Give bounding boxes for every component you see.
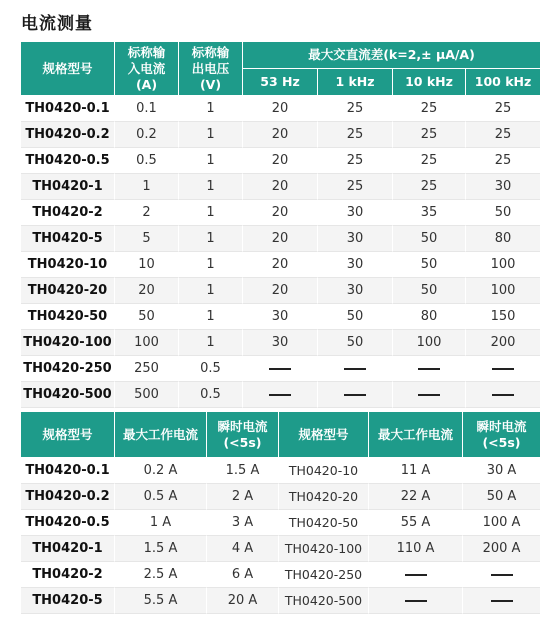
table-row bbox=[21, 252, 540, 278]
max-current-cell: 0.2 A bbox=[115, 458, 207, 484]
table-row bbox=[21, 330, 540, 356]
output-voltage-cell: 1 bbox=[179, 278, 243, 304]
ac-error-cell: 30 bbox=[466, 174, 540, 200]
table-row bbox=[21, 96, 540, 122]
instant-current-cell: 2 A bbox=[207, 484, 279, 510]
ac-error-cell: 30 bbox=[318, 200, 393, 226]
ac-error-cell: 25 bbox=[393, 122, 466, 148]
instant-current-cell: 1.5 A bbox=[207, 458, 279, 484]
header-model: 规格型号 bbox=[21, 42, 115, 96]
table-row bbox=[21, 122, 540, 148]
table-row bbox=[21, 382, 540, 408]
table-row bbox=[21, 304, 540, 330]
output-voltage-cell: 1 bbox=[179, 226, 243, 252]
output-voltage-cell: 1 bbox=[179, 174, 243, 200]
header-ac-error: 最大交直流差(k=2,± μA/A) bbox=[243, 42, 540, 69]
model-cell: TH0420-50 bbox=[21, 304, 115, 330]
ac-error-cell: 35 bbox=[393, 200, 466, 226]
dash-placeholder bbox=[491, 574, 513, 576]
model-cell: TH0420-0.2 bbox=[21, 122, 115, 148]
output-voltage-cell: 1 bbox=[179, 148, 243, 174]
input-current-cell: 10 bbox=[115, 252, 179, 278]
ac-error-cell: 200 bbox=[466, 330, 540, 356]
table-row bbox=[21, 200, 540, 226]
table-row bbox=[21, 484, 540, 510]
ac-error-cell: 20 bbox=[243, 174, 318, 200]
ac-error-cell: 25 bbox=[318, 174, 393, 200]
ac-error-cell: 25 bbox=[318, 148, 393, 174]
ac-error-cell bbox=[318, 356, 393, 382]
input-current-cell: 2 bbox=[115, 200, 179, 226]
ac-error-cell: 50 bbox=[393, 226, 466, 252]
instant-current-cell bbox=[463, 562, 540, 588]
model-cell: TH0420-50 bbox=[279, 510, 369, 536]
ac-error-cell: 25 bbox=[466, 96, 540, 122]
table-row bbox=[21, 174, 540, 200]
input-current-cell: 50 bbox=[115, 304, 179, 330]
ac-error-cell: 150 bbox=[466, 304, 540, 330]
ac-error-cell bbox=[243, 382, 318, 408]
instant-current-cell: 4 A bbox=[207, 536, 279, 562]
table-row bbox=[21, 562, 540, 588]
dash-placeholder bbox=[491, 600, 513, 602]
model-cell: TH0420-1 bbox=[21, 174, 115, 200]
header-input-current: 标称输入电流(A) bbox=[115, 42, 179, 96]
input-current-cell: 20 bbox=[115, 278, 179, 304]
model-cell: TH0420-0.5 bbox=[21, 148, 115, 174]
output-voltage-cell: 1 bbox=[179, 330, 243, 356]
model-cell: TH0420-2 bbox=[21, 562, 115, 588]
model-cell: TH0420-5 bbox=[21, 226, 115, 252]
table-row bbox=[21, 278, 540, 304]
dash-placeholder bbox=[492, 368, 514, 370]
ac-error-cell: 50 bbox=[318, 330, 393, 356]
ac-error-cell: 20 bbox=[243, 200, 318, 226]
instant-current-cell: 50 A bbox=[463, 484, 540, 510]
model-cell: TH0420-1 bbox=[21, 536, 115, 562]
table2-body bbox=[21, 458, 540, 614]
instant-current-cell: 200 A bbox=[463, 536, 540, 562]
header-instant-current-right: 瞬时电流 (<5s) bbox=[463, 412, 540, 458]
ac-error-cell: 30 bbox=[318, 226, 393, 252]
table1-body bbox=[21, 96, 540, 408]
ac-error-cell: 100 bbox=[466, 252, 540, 278]
ac-error-cell: 25 bbox=[393, 148, 466, 174]
max-current-cell: 110 A bbox=[369, 536, 463, 562]
current-limits-table bbox=[21, 412, 540, 614]
ac-error-cell: 30 bbox=[318, 252, 393, 278]
model-cell: TH0420-0.1 bbox=[21, 96, 115, 122]
ac-error-cell: 25 bbox=[393, 96, 466, 122]
ac-error-cell: 25 bbox=[318, 96, 393, 122]
header-freq-53hz: 53 Hz bbox=[243, 69, 318, 96]
dash-placeholder bbox=[269, 368, 291, 370]
input-current-cell: 100 bbox=[115, 330, 179, 356]
dash-placeholder bbox=[418, 394, 440, 396]
dash-placeholder bbox=[492, 394, 514, 396]
ac-error-cell bbox=[393, 356, 466, 382]
model-cell: TH0420-5 bbox=[21, 588, 115, 614]
output-voltage-cell: 1 bbox=[179, 304, 243, 330]
model-cell: TH0420-2 bbox=[21, 200, 115, 226]
header-max-current-right: 最大工作电流 bbox=[369, 412, 463, 458]
model-cell: TH0420-0.1 bbox=[21, 458, 115, 484]
model-cell: TH0420-250 bbox=[21, 356, 115, 382]
max-current-cell: 0.5 A bbox=[115, 484, 207, 510]
table-row bbox=[21, 356, 540, 382]
output-voltage-cell: 1 bbox=[179, 200, 243, 226]
instant-current-cell: 20 A bbox=[207, 588, 279, 614]
table-row bbox=[21, 458, 540, 484]
input-current-cell: 250 bbox=[115, 356, 179, 382]
model-cell: TH0420-10 bbox=[279, 458, 369, 484]
max-current-cell: 5.5 A bbox=[115, 588, 207, 614]
ac-error-cell: 20 bbox=[243, 252, 318, 278]
max-current-cell bbox=[369, 588, 463, 614]
ac-error-cell: 30 bbox=[243, 304, 318, 330]
max-current-cell: 1.5 A bbox=[115, 536, 207, 562]
ac-error-cell bbox=[466, 356, 540, 382]
dash-placeholder bbox=[344, 368, 366, 370]
header-freq-10khz: 10 kHz bbox=[393, 69, 466, 96]
ac-error-cell: 100 bbox=[466, 278, 540, 304]
dash-placeholder bbox=[344, 394, 366, 396]
ac-error-cell: 25 bbox=[466, 148, 540, 174]
model-cell: TH0420-20 bbox=[21, 278, 115, 304]
header-max-current-left: 最大工作电流 bbox=[115, 412, 207, 458]
model-cell: TH0420-20 bbox=[279, 484, 369, 510]
ac-error-cell: 20 bbox=[243, 148, 318, 174]
input-current-cell: 0.2 bbox=[115, 122, 179, 148]
section-title: 电流测量 bbox=[21, 14, 93, 34]
table-row bbox=[21, 536, 540, 562]
input-current-cell: 0.5 bbox=[115, 148, 179, 174]
dash-placeholder bbox=[405, 574, 427, 576]
output-voltage-cell: 0.5 bbox=[179, 382, 243, 408]
output-voltage-cell: 0.5 bbox=[179, 356, 243, 382]
header-freq-1khz: 1 kHz bbox=[318, 69, 393, 96]
output-voltage-cell: 1 bbox=[179, 252, 243, 278]
header-freq-100khz: 100 kHz bbox=[466, 69, 540, 96]
ac-error-cell bbox=[318, 382, 393, 408]
ac-error-cell: 25 bbox=[393, 174, 466, 200]
input-current-cell: 0.1 bbox=[115, 96, 179, 122]
max-current-cell: 2.5 A bbox=[115, 562, 207, 588]
output-voltage-cell: 1 bbox=[179, 122, 243, 148]
ac-error-cell: 50 bbox=[318, 304, 393, 330]
ac-error-cell: 20 bbox=[243, 226, 318, 252]
header-instant-current-left: 瞬时电流 (<5s) bbox=[207, 412, 279, 458]
instant-current-cell: 100 A bbox=[463, 510, 540, 536]
max-current-cell: 22 A bbox=[369, 484, 463, 510]
ac-error-cell bbox=[243, 356, 318, 382]
header-model-right: 规格型号 bbox=[279, 412, 369, 458]
max-current-cell: 11 A bbox=[369, 458, 463, 484]
max-current-cell: 55 A bbox=[369, 510, 463, 536]
ac-error-cell: 30 bbox=[318, 278, 393, 304]
input-current-cell: 500 bbox=[115, 382, 179, 408]
ac-error-cell bbox=[393, 382, 466, 408]
ac-error-cell: 20 bbox=[243, 122, 318, 148]
dash-placeholder bbox=[269, 394, 291, 396]
ac-error-cell: 80 bbox=[466, 226, 540, 252]
instant-current-cell: 6 A bbox=[207, 562, 279, 588]
ac-error-cell: 30 bbox=[243, 330, 318, 356]
ac-error-cell: 80 bbox=[393, 304, 466, 330]
table-row bbox=[21, 226, 540, 252]
model-cell: TH0420-500 bbox=[21, 382, 115, 408]
model-cell: TH0420-0.2 bbox=[21, 484, 115, 510]
instant-current-cell: 3 A bbox=[207, 510, 279, 536]
ac-error-cell: 50 bbox=[393, 252, 466, 278]
ac-error-cell: 100 bbox=[393, 330, 466, 356]
ac-error-cell: 50 bbox=[393, 278, 466, 304]
model-cell: TH0420-10 bbox=[21, 252, 115, 278]
dash-placeholder bbox=[405, 600, 427, 602]
ac-error-cell: 50 bbox=[466, 200, 540, 226]
instant-current-cell: 30 A bbox=[463, 458, 540, 484]
ac-dc-difference-table bbox=[21, 42, 540, 408]
ac-error-cell: 25 bbox=[318, 122, 393, 148]
input-current-cell: 5 bbox=[115, 226, 179, 252]
model-cell: TH0420-0.5 bbox=[21, 510, 115, 536]
dash-placeholder bbox=[418, 368, 440, 370]
instant-current-cell bbox=[463, 588, 540, 614]
max-current-cell: 1 A bbox=[115, 510, 207, 536]
model-cell: TH0420-100 bbox=[279, 536, 369, 562]
table-row bbox=[21, 148, 540, 174]
model-cell: TH0420-250 bbox=[279, 562, 369, 588]
model-cell: TH0420-100 bbox=[21, 330, 115, 356]
ac-error-cell bbox=[466, 382, 540, 408]
input-current-cell: 1 bbox=[115, 174, 179, 200]
table-row bbox=[21, 510, 540, 536]
ac-error-cell: 20 bbox=[243, 96, 318, 122]
max-current-cell bbox=[369, 562, 463, 588]
header-output-voltage: 标称输出电压(V) bbox=[179, 42, 243, 96]
header-model-left: 规格型号 bbox=[21, 412, 115, 458]
ac-error-cell: 20 bbox=[243, 278, 318, 304]
ac-error-cell: 25 bbox=[466, 122, 540, 148]
model-cell: TH0420-500 bbox=[279, 588, 369, 614]
table-row bbox=[21, 588, 540, 614]
output-voltage-cell: 1 bbox=[179, 96, 243, 122]
